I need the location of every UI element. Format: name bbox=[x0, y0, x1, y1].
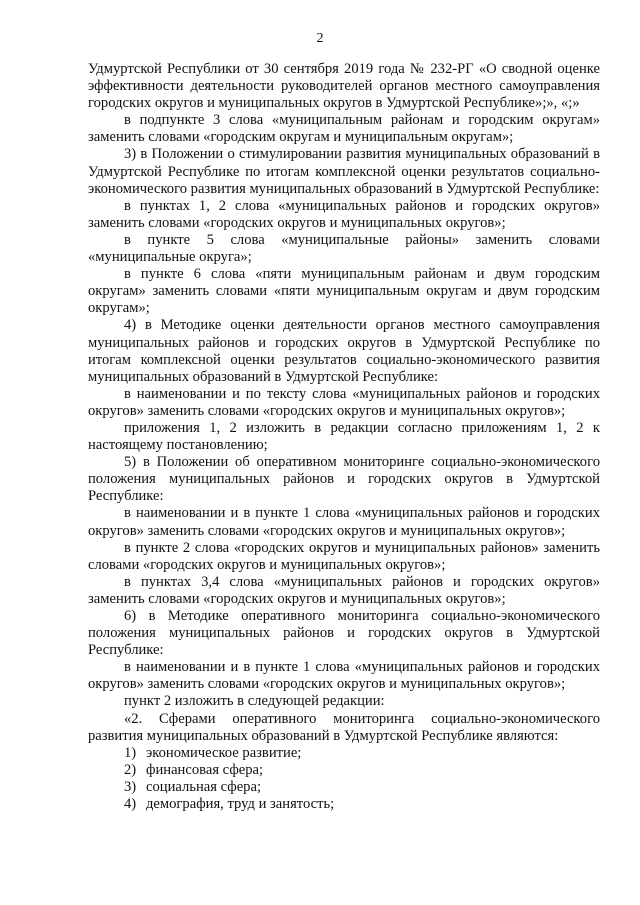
paragraph: «2. Сферами оперативного мониторинга социально-экономического развития муниципальных образований в Удмуртской Республике являются: bbox=[88, 710, 600, 744]
paragraph: в наименовании и в пункте 1 слова «муниципальных районов и городских округов» заменить словами «городских округов и муниципальных округов»; bbox=[88, 659, 600, 693]
paragraph: 5) в Положении об оперативном мониторинге социально-экономического положения муниципальных районов и городских округов в Удмуртской Республике: bbox=[88, 454, 600, 505]
page-number: 2 bbox=[316, 31, 324, 46]
list-item bbox=[88, 796, 600, 813]
paragraph: 3) в Положении о стимулировании развития муниципальных образований в Удмуртской Республике по итогам комплексной оценки результатов социально-экономического развития муниципальных образований в Удмуртской Республике: bbox=[88, 146, 600, 197]
paragraph: в подпункте 3 слова «муниципальным районам и городским округам» заменить словами «городским округам и муниципальным округам»; bbox=[88, 112, 600, 146]
list-item-number: 1) bbox=[124, 744, 137, 761]
paragraph: в пункте 2 слова «городских округов и муниципальных районов» заменить словами «городских округов и муниципальных округов»; bbox=[88, 539, 600, 573]
paragraph: 6) в Методике оперативного мониторинга социально-экономического положения муниципальных районов и городских округов в Удмуртской Республике: bbox=[88, 608, 600, 659]
numbered-list bbox=[88, 745, 600, 813]
list-item-text: финансовая сфера; bbox=[146, 761, 264, 778]
list-item-text: демография, труд и занятость; bbox=[146, 796, 335, 813]
paragraph: в пункте 5 слова «муниципальные районы» заменить словами «муниципальные округа»; bbox=[88, 231, 600, 266]
list-item bbox=[88, 762, 600, 779]
list-item-text: экономическое развитие; bbox=[146, 744, 302, 761]
list-item-number: 4) bbox=[124, 796, 137, 813]
paragraph: пункт 2 изложить в следующей редакции: bbox=[124, 693, 385, 710]
paragraph: 4) в Методике оценки деятельности органов местного самоуправления муниципальных районов и городских округов в Удмуртской Республике по итогам комплексной оценки результатов социально-экономического развития муниципальных образований в Удмуртской Республике: bbox=[88, 317, 600, 385]
list-item-number: 3) bbox=[124, 778, 137, 795]
list-item-number: 2) bbox=[124, 761, 137, 778]
paragraph: в пунктах 3,4 слова «муниципальных районов и городских округов» заменить словами «городских округов и муниципальных округов»; bbox=[88, 573, 600, 607]
paragraph: в наименовании и в пункте 1 слова «муниципальных районов и городских округов» заменить словами «городских округов и муниципальных округов»; bbox=[88, 505, 600, 539]
paragraph: в пункте 6 слова «пяти муниципальным районам и двум городским округам» заменить словами «пяти муниципальным округам и двум городским округам»; bbox=[88, 266, 600, 317]
paragraph: в пунктах 1, 2 слова «муниципальных районов и городских округов» заменить словами «городских округов и муниципальных округов»; bbox=[88, 197, 600, 231]
list-item bbox=[88, 779, 600, 796]
paragraph: в наименовании и по тексту слова «муниципальных районов и городских округов» заменить словами «городских округов и муниципальных округов»; bbox=[88, 385, 600, 419]
document-body bbox=[88, 61, 600, 813]
list-item bbox=[88, 745, 600, 762]
paragraph: Удмуртской Республики от 30 сентября 2019 года № 232-РГ «О сводной оценке эффективности деятельности руководителей органов местного самоуправления городских округов и муниципальных округов в Удмуртской Республике»;», «;» bbox=[88, 61, 600, 112]
list-item-text: социальная сфера; bbox=[146, 778, 262, 795]
paragraph: приложения 1, 2 изложить в редакции согласно приложениям 1, 2 к настоящему постановлению; bbox=[88, 419, 600, 454]
